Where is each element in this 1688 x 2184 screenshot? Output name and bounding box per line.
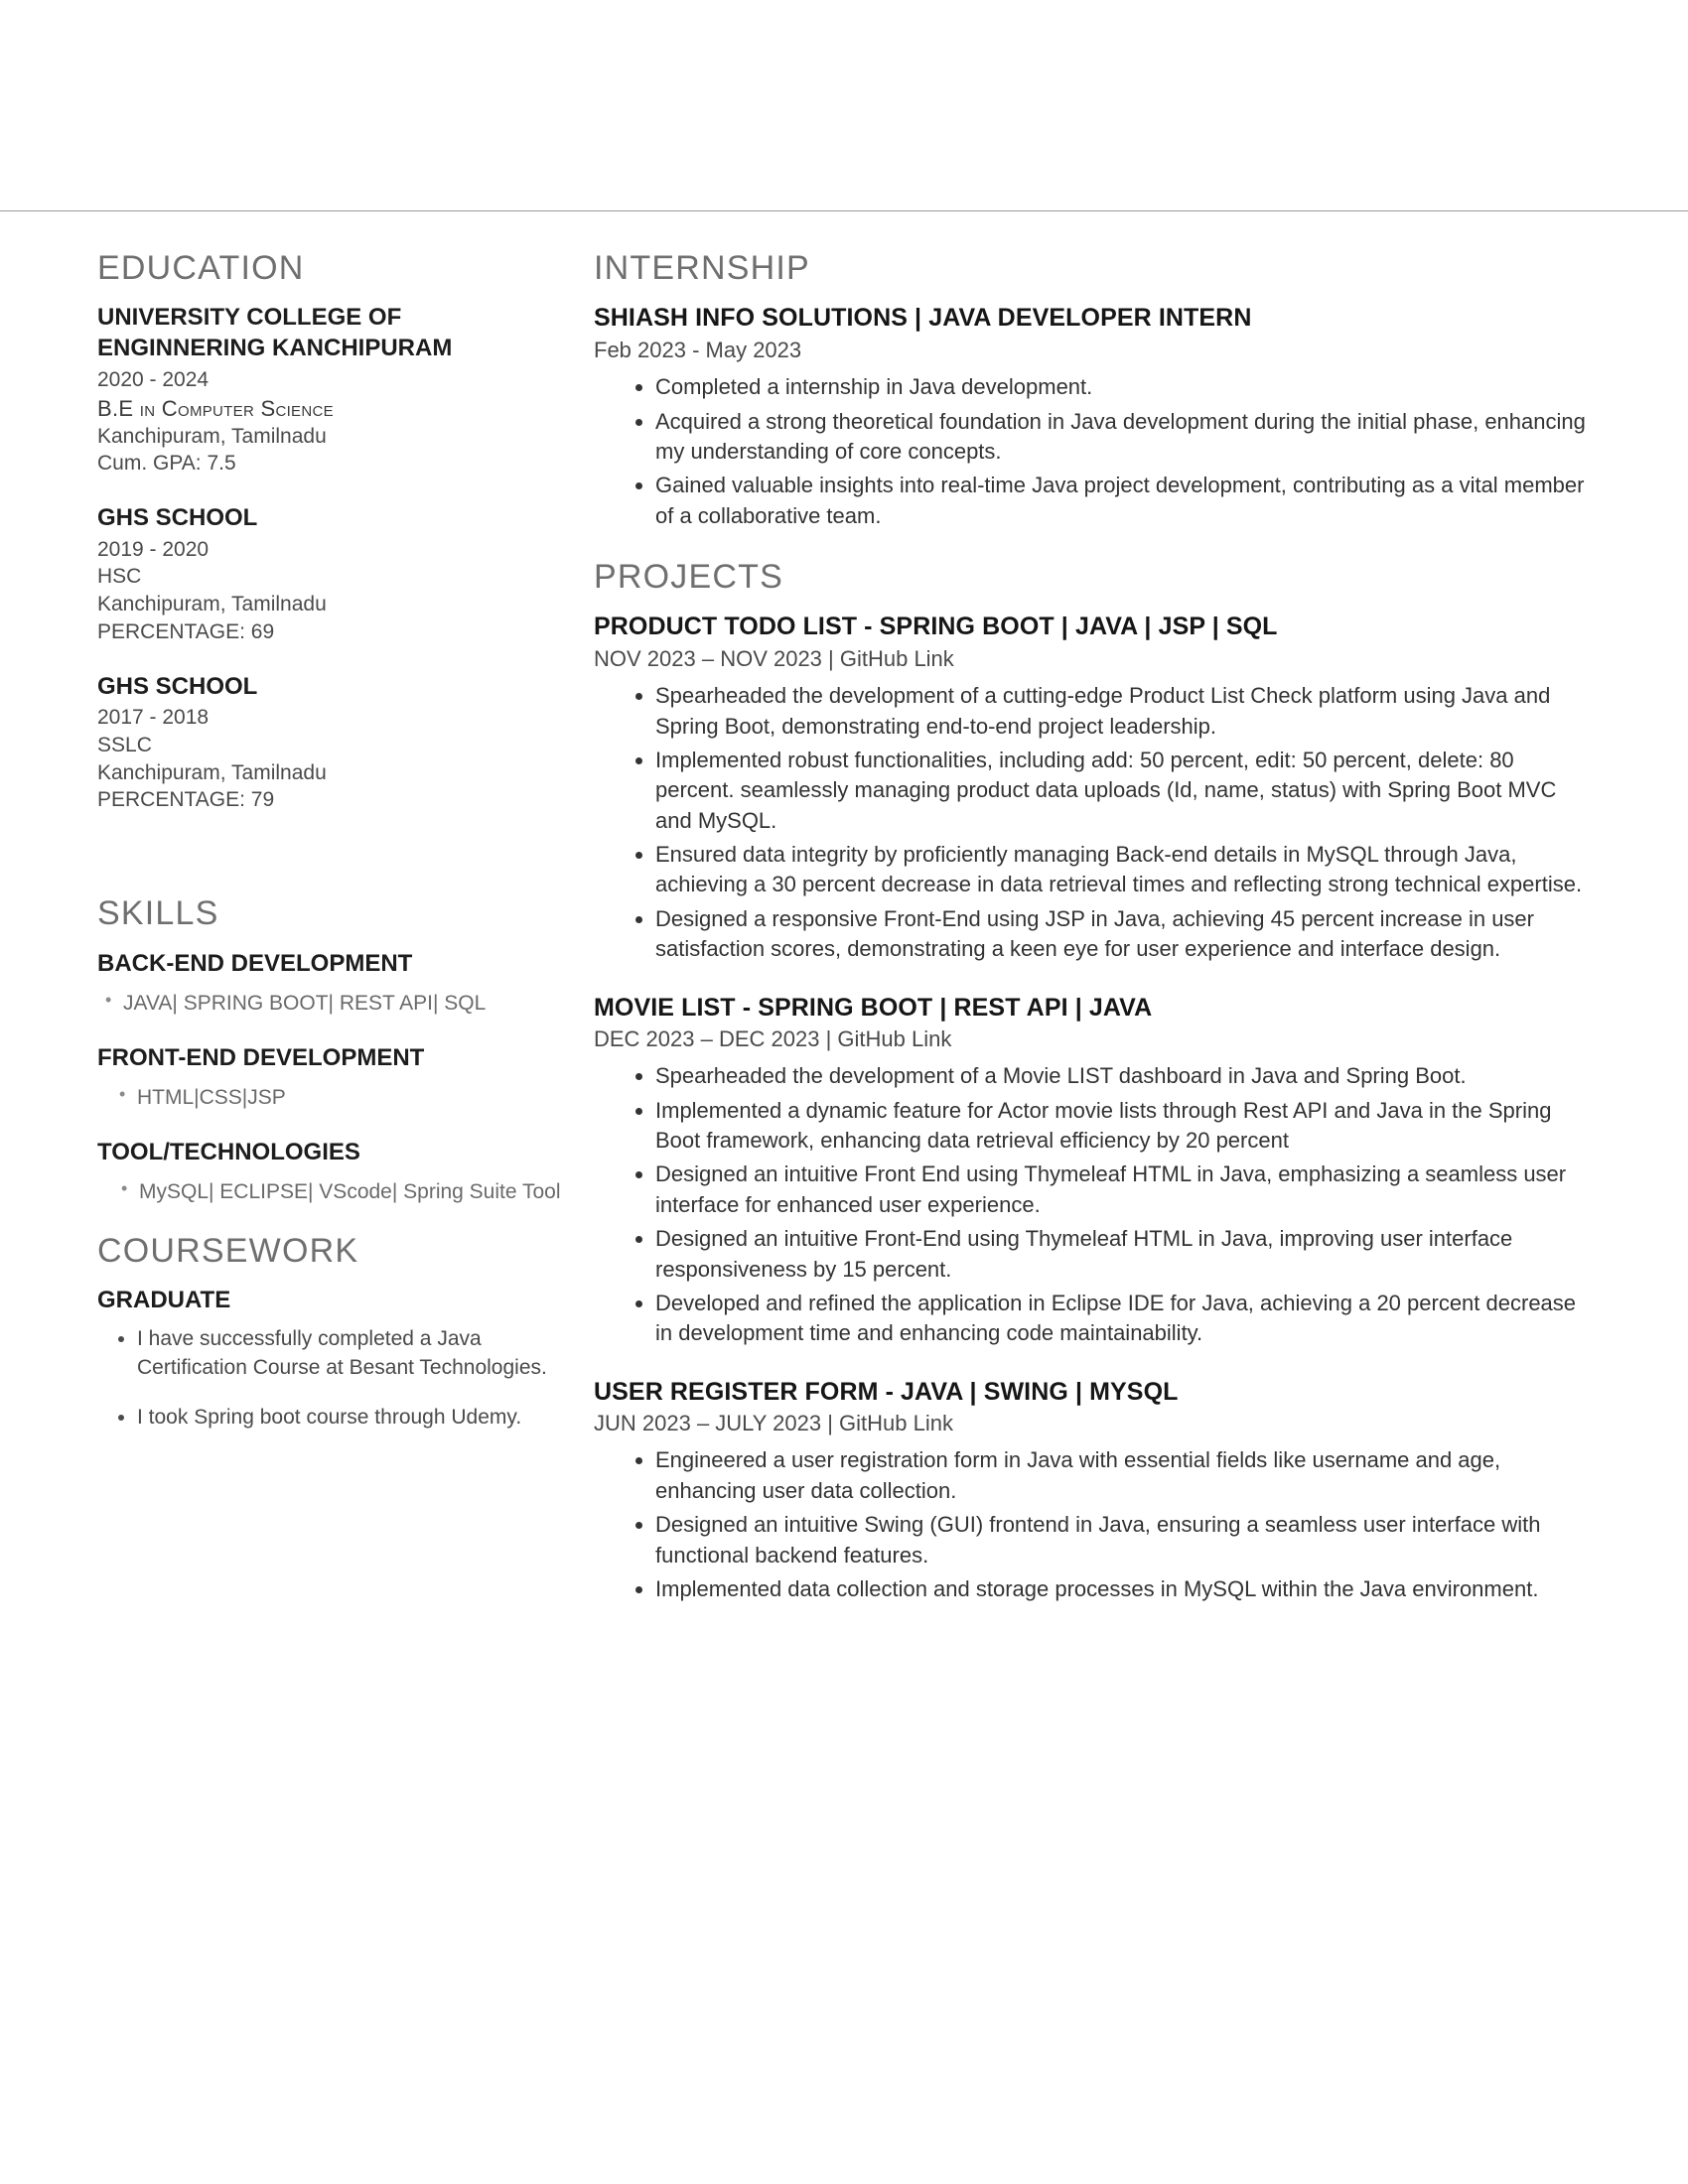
- bullet-item: • Implemented data collection and storage processes in MySQL within the Java environment.: [655, 1574, 1597, 1604]
- education-institution: GHS SCHOOL: [97, 504, 258, 532]
- bullet-item: • Implemented a dynamic feature for Actor movie lists through Rest API and Java in the Spring Boot framework, enhancing data retrieval efficiency by 20 percent: [655, 1096, 1597, 1157]
- skill-item: • HTML|CSS|JSP: [119, 1083, 574, 1112]
- project-entry: [594, 993, 1597, 1349]
- education-score: PERCENTAGE: 79: [97, 788, 275, 812]
- coursework-list: [97, 1325, 574, 1432]
- spacer: [97, 840, 574, 895]
- bullet-item: • Designed an intuitive Front-End using Thymeleaf HTML in Java, improving user interface responsiveness by 15 percent.: [655, 1224, 1597, 1285]
- bullet-item: • Implemented robust functionalities, including add: 50 percent, edit: 50 percent, delete: 80 percent. seamlessly managing product data uploads (Id, name, status) with Spring Boot MVC and MySQL.: [655, 746, 1597, 836]
- internship-entry: [594, 303, 1597, 531]
- project-entry: [594, 1377, 1597, 1605]
- education-degree: HSC: [97, 565, 142, 589]
- skills-group-label: FRONT-END DEVELOPMENT: [97, 1043, 425, 1071]
- education-score: PERCENTAGE: 69: [97, 619, 275, 643]
- education-degree: SSLC: [97, 734, 152, 757]
- bullet-item: • Spearheaded the development of a cutting-edge Product List Check platform using Java and Spring Boot, demonstrating end-to-end project leadership.: [655, 681, 1597, 742]
- education-dates: 2017 - 2018: [97, 706, 210, 730]
- skills-group-label: TOOL/TECHNOLOGIES: [97, 1139, 360, 1166]
- section-title-internship: INTERNSHIP: [594, 249, 810, 287]
- project-title: PRODUCT TODO LIST - SPRING BOOT | JAVA | JSP | SQL: [594, 613, 1278, 641]
- project-bullets: [594, 1445, 1597, 1604]
- education-location: Kanchipuram, Tamilnadu: [97, 424, 327, 448]
- education-institution: UNIVERSITY COLLEGE OF ENGINNERING KANCHIPURAM: [97, 304, 453, 362]
- bullet-item: • Developed and refined the application in Eclipse IDE for Java, achieving a 20 percent decrease in development time and enhancing code maintainability.: [655, 1289, 1597, 1349]
- section-title-coursework: COURSEWORK: [97, 1231, 359, 1270]
- education-location: Kanchipuram, Tamilnadu: [97, 593, 327, 616]
- section-title-projects: PROJECTS: [594, 558, 783, 597]
- coursework-item: • I have successfully completed a Java Certification Course at Besant Technologies.: [137, 1325, 574, 1382]
- bullet-item: • Designed an intuitive Swing (GUI) frontend in Java, ensuring a seamless user interface with functional backend features.: [655, 1510, 1597, 1570]
- skill-item: • MySQL| ECLIPSE| VScode| Spring Suite Tool: [121, 1177, 574, 1206]
- project-title: USER REGISTER FORM - JAVA | SWING | MYSQL: [594, 1377, 1179, 1406]
- bullet-item: • Completed a internship in Java development.: [655, 372, 1597, 402]
- internship-title: SHIASH INFO SOLUTIONS | JAVA DEVELOPER INTERN: [594, 304, 1252, 333]
- project-title: MOVIE LIST - SPRING BOOT | REST API | JAVA: [594, 993, 1153, 1022]
- skills-list-tools: [97, 1177, 574, 1206]
- project-bullets: [594, 681, 1597, 964]
- internship-bullets: [594, 372, 1597, 531]
- education-entry: [97, 303, 574, 478]
- bullet-item: • Engineered a user registration form in Java with essential fields like username and age, enhancing user data collection.: [655, 1445, 1597, 1506]
- education-entry: [97, 672, 574, 815]
- education-entry: [97, 503, 574, 646]
- education-institution: GHS SCHOOL: [97, 672, 258, 700]
- section-title-skills: SKILLS: [97, 894, 219, 933]
- section-title-education: EDUCATION: [97, 249, 305, 287]
- skills-list-frontend: [97, 1083, 574, 1112]
- bullet-item: • Acquired a strong theoretical foundation in Java development during the initial phase, enhancing my understanding of core concepts.: [655, 407, 1597, 468]
- education-score: Cum. GPA: 7.5: [97, 452, 236, 476]
- bullet-item: • Spearheaded the development of a Movie LIST dashboard in Java and Spring Boot.: [655, 1061, 1597, 1091]
- project-dates: NOV 2023 – NOV 2023 | GitHub Link: [594, 645, 954, 671]
- skill-item: • JAVA| SPRING BOOT| REST API| SQL: [105, 989, 574, 1018]
- project-dates: JUN 2023 – JULY 2023 | GitHub Link: [594, 1410, 953, 1435]
- coursework-subheading: GRADUATE: [97, 1287, 231, 1314]
- education-degree: B.E in Computer Science: [97, 395, 334, 421]
- bullet-item: • Ensured data integrity by proficiently managing Back-end details in MySQL through Java, achieving a 30 percent decrease in data retrieval times and reflecting strong technical expertise.: [655, 840, 1597, 900]
- project-dates: DEC 2023 – DEC 2023 | GitHub Link: [594, 1025, 952, 1051]
- bullet-item: • Designed a responsive Front-End using JSP in Java, achieving 45 percent increase in user satisfaction scores, demonstrating a keen eye for user experience and interface design.: [655, 904, 1597, 965]
- education-dates: 2019 - 2020: [97, 537, 210, 561]
- right-column: [594, 250, 1597, 1632]
- left-column: [97, 250, 594, 1632]
- education-dates: 2020 - 2024: [97, 367, 210, 391]
- skills-group-label: BACK-END DEVELOPMENT: [97, 949, 413, 977]
- internship-dates: Feb 2023 - May 2023: [594, 337, 802, 362]
- project-entry: [594, 612, 1597, 964]
- skills-list-backend: [97, 989, 574, 1018]
- bullet-item: • Gained valuable insights into real-time Java project development, contributing as a vital member of a collaborative team.: [655, 471, 1597, 531]
- project-bullets: [594, 1061, 1597, 1348]
- education-location: Kanchipuram, Tamilnadu: [97, 760, 327, 784]
- header-divider: [0, 210, 1688, 211]
- coursework-item: • I took Spring boot course through Udemy.: [137, 1404, 574, 1432]
- resume-body: [97, 250, 1597, 1632]
- bullet-item: • Designed an intuitive Front End using Thymeleaf HTML in Java, emphasizing a seamless user interface for enhanced user experience.: [655, 1160, 1597, 1220]
